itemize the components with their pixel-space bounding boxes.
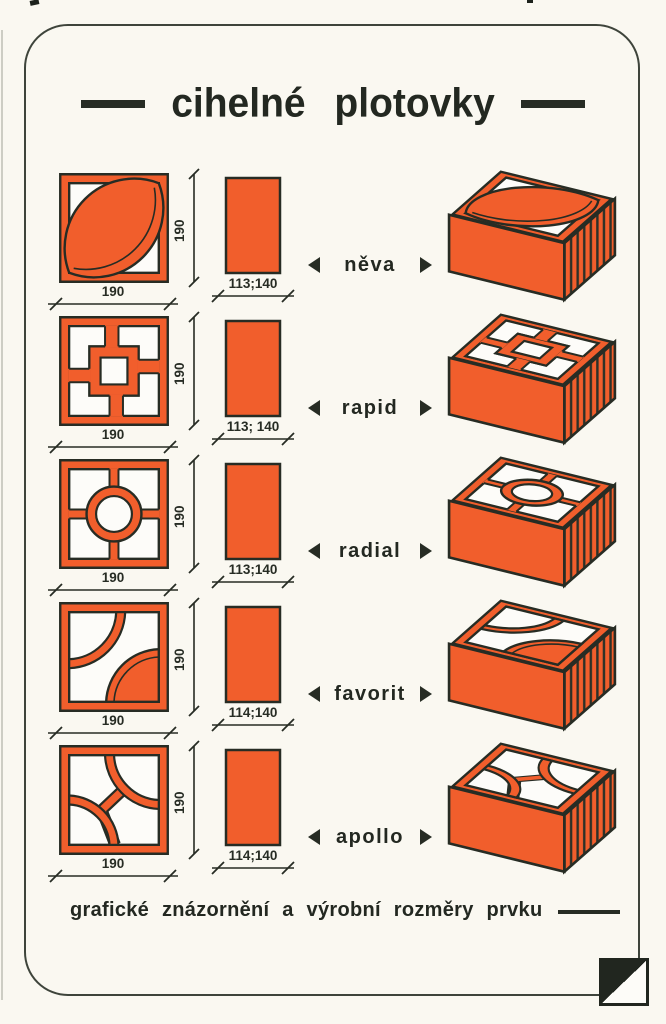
product-name-block — [308, 395, 432, 421]
width-dimension — [46, 571, 180, 595]
page-title: cihelné plotovky — [171, 81, 495, 126]
isometric-drawing — [443, 593, 625, 735]
width-dimension — [46, 714, 180, 738]
arrow-right-icon — [420, 257, 432, 273]
side-view — [224, 462, 282, 561]
thickness-label: 114;140 — [228, 848, 278, 863]
side-view — [224, 605, 282, 704]
product-name: něva — [344, 253, 396, 276]
scan-speck — [30, 0, 40, 6]
height-label: 190 — [172, 505, 187, 528]
thickness-dimension — [212, 563, 294, 587]
page-footer — [70, 899, 630, 922]
width-label: 190 — [101, 713, 125, 728]
thickness-dimension — [212, 849, 294, 873]
width-label: 190 — [101, 284, 125, 299]
side-view — [224, 319, 282, 418]
front-view — [58, 172, 170, 284]
isometric-drawing — [443, 736, 625, 878]
arrow-left-icon — [308, 543, 320, 559]
side-view — [224, 748, 282, 847]
thickness-label: 113; 140 — [226, 419, 280, 434]
width-label: 190 — [101, 856, 125, 871]
front-view — [58, 744, 170, 856]
product-name-block — [308, 824, 432, 850]
thickness-label: 113;140 — [228, 562, 278, 577]
product-name-block — [308, 252, 432, 278]
caption-dash — [558, 910, 620, 914]
side-view-drawing — [224, 319, 282, 418]
product-name: rapid — [341, 396, 399, 419]
thickness-label: 113;140 — [228, 276, 278, 291]
side-view-drawing — [224, 176, 282, 275]
product-row — [0, 744, 666, 887]
side-view-drawing — [224, 605, 282, 704]
title-dash-left — [81, 100, 145, 108]
height-dimension — [172, 599, 202, 715]
isometric-drawing — [443, 307, 625, 449]
title-dash-right — [521, 100, 585, 108]
height-dimension — [172, 170, 202, 286]
thickness-label: 114;140 — [228, 705, 278, 720]
front-view — [58, 601, 170, 713]
product-name: radial — [338, 539, 402, 562]
width-dimension — [46, 285, 180, 309]
arrow-right-icon — [420, 543, 432, 559]
arrow-left-icon — [308, 829, 320, 845]
front-view — [58, 315, 170, 427]
isometric-drawing — [443, 450, 625, 592]
height-label: 190 — [172, 648, 187, 671]
side-view-drawing — [224, 748, 282, 847]
arrow-right-icon — [420, 829, 432, 845]
height-dimension — [172, 313, 202, 429]
front-pattern-drawing — [58, 315, 170, 427]
product-row — [0, 172, 666, 315]
front-view — [58, 458, 170, 570]
thickness-dimension — [212, 420, 294, 444]
front-pattern-drawing — [58, 458, 170, 570]
front-pattern-drawing — [58, 601, 170, 713]
arrow-left-icon — [308, 686, 320, 702]
width-dimension — [46, 857, 180, 881]
product-name-block — [308, 681, 432, 707]
front-pattern-drawing — [58, 744, 170, 856]
arrow-left-icon — [308, 400, 320, 416]
scan-speck — [527, 0, 533, 3]
height-dimension — [172, 456, 202, 572]
caption-text: grafické znázornění a výrobní rozměry prvku — [70, 899, 543, 921]
arrow-left-icon — [308, 257, 320, 273]
arrow-right-icon — [420, 400, 432, 416]
thickness-dimension — [212, 706, 294, 730]
side-view-drawing — [224, 462, 282, 561]
page-header — [0, 82, 666, 126]
height-label: 190 — [172, 362, 187, 385]
width-label: 190 — [101, 570, 125, 585]
height-label: 190 — [172, 791, 187, 814]
width-dimension — [46, 428, 180, 452]
height-dimension — [172, 742, 202, 858]
product-row — [0, 458, 666, 601]
product-name-block — [308, 538, 432, 564]
arrow-right-icon — [420, 686, 432, 702]
isometric-drawing — [443, 164, 625, 306]
height-label: 190 — [172, 219, 187, 242]
width-label: 190 — [101, 427, 125, 442]
front-pattern-drawing — [58, 172, 170, 284]
thickness-dimension — [212, 277, 294, 301]
product-name: favorit — [334, 682, 406, 705]
product-name: apollo — [336, 825, 404, 848]
product-row — [0, 315, 666, 458]
corner-marker — [599, 958, 649, 1006]
side-view — [224, 176, 282, 275]
product-row — [0, 601, 666, 744]
